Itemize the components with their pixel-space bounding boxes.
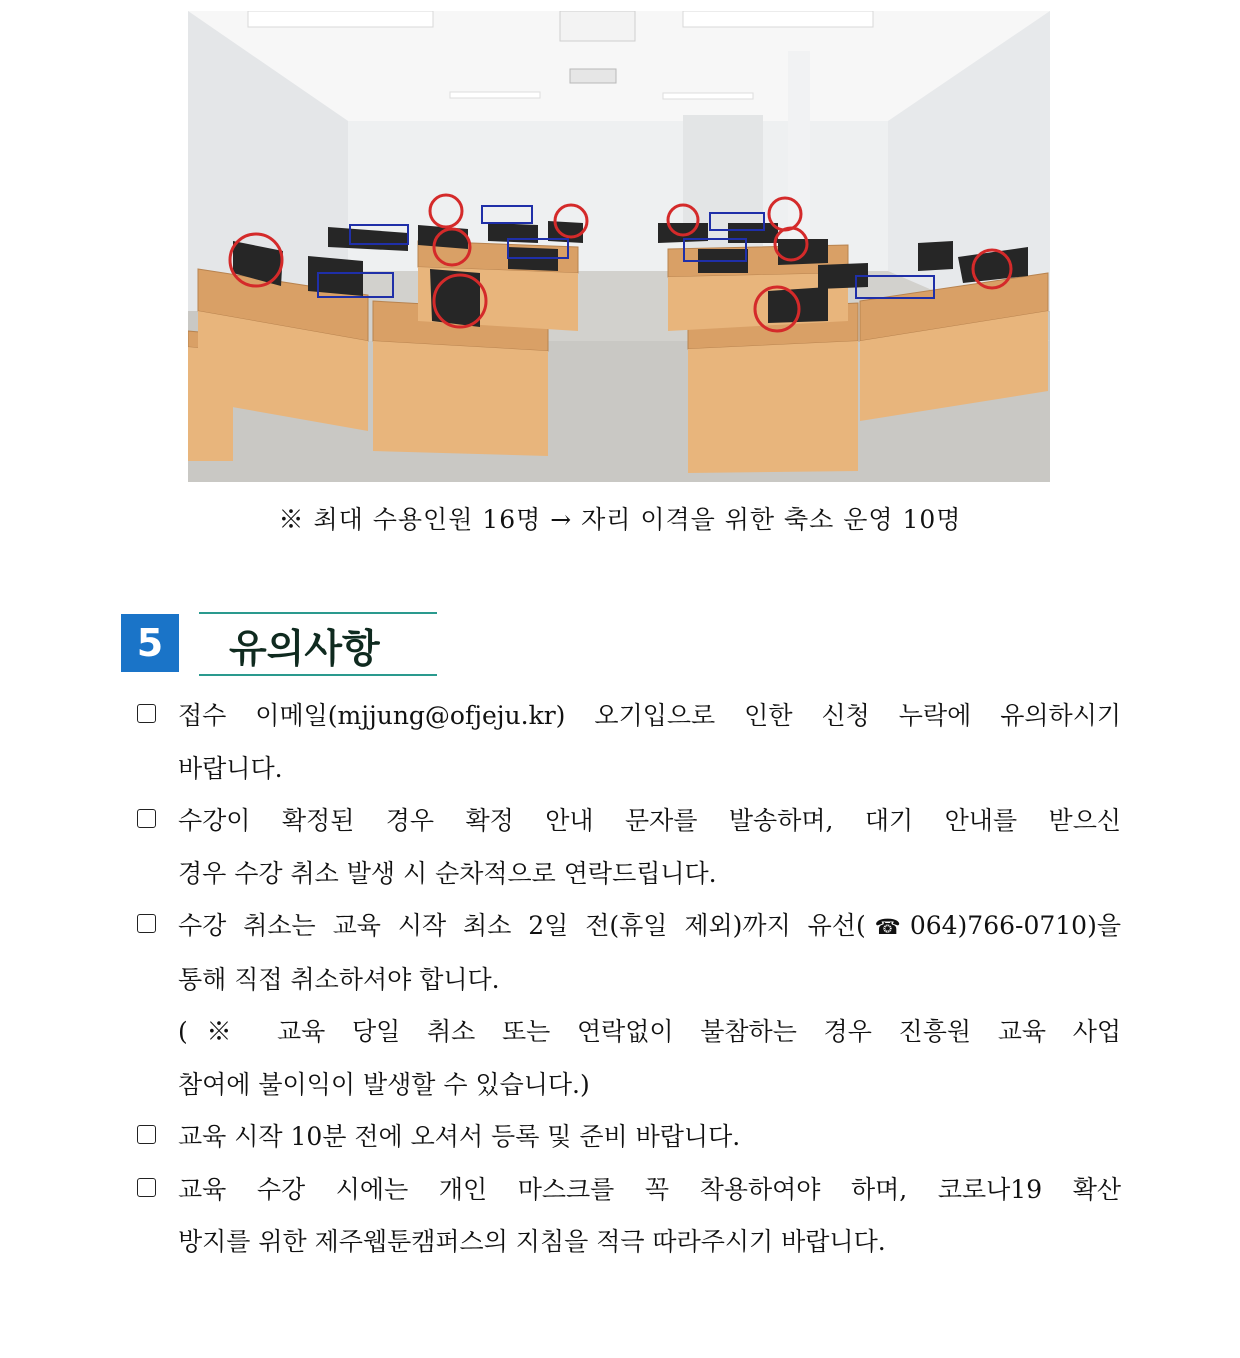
notice-line: 교육 수강 시에는 개인 마스크를 꼭 착용하여야 하며, 코로나19 확산 (178, 1174, 1121, 1204)
notice-line: 바랍니다. (178, 753, 283, 783)
notice-item-confirmation (135, 795, 1121, 900)
photo-caption: ※ 최대 수용인원 16명 → 자리 이격을 위한 축소 운영 10명 (278, 505, 962, 534)
notice-line: 방지를 위한 제주웹툰캠퍼스의 지침을 적극 따라주시기 바랍니다. (178, 1227, 886, 1256)
classroom-photo (188, 11, 1050, 482)
notice-line: 수강이 확정된 경우 확정 안내 문자를 발송하며, 대기 안내를 받으신 (178, 806, 1121, 835)
section-title: 유의사항 (229, 627, 380, 672)
checkbox-square-icon (137, 1125, 156, 1144)
notice-line: 참여에 불이익이 발생할 수 있습니다.) (178, 1069, 590, 1099)
checkbox-square-icon (137, 914, 156, 933)
section-number-badge: 5 (121, 614, 179, 672)
notice-line: 교육 시작 10분 전에 오셔서 등록 및 준비 바랍니다. (178, 1122, 741, 1151)
notice-line: 접수 이메일(mjjung@ofjeju.kr) 오기입으로 인한 신청 누락에 유의하시기 (178, 701, 1121, 730)
notice-line: 경우 수강 취소 발생 시 순차적으로 연락드립니다. (178, 858, 717, 888)
notice-text: 수강 취소는 교육 시작 최소 2일 전(휴일 제외)까지 유선( (178, 911, 866, 940)
notice-item-email (135, 690, 1121, 795)
checkbox-square-icon (137, 704, 156, 723)
notice-line (178, 900, 1121, 954)
notice-item-arrival (135, 1111, 1121, 1164)
phone-number: 064)766-0710)을 (909, 911, 1121, 940)
notice-line: (※ 교육 당일 취소 또는 연락없이 불참하는 경우 진흥원 교육 사업 (178, 1017, 1121, 1046)
phone-icon: ☎ (865, 915, 910, 939)
notice-list (135, 690, 1121, 1269)
notice-line: 통해 직접 취소하셔야 합니다. (178, 964, 500, 994)
notice-item-mask (135, 1164, 1121, 1269)
checkbox-square-icon (137, 809, 156, 828)
notice-item-cancellation (135, 900, 1121, 1111)
section-title-frame (199, 612, 437, 676)
checkbox-square-icon (137, 1178, 156, 1197)
